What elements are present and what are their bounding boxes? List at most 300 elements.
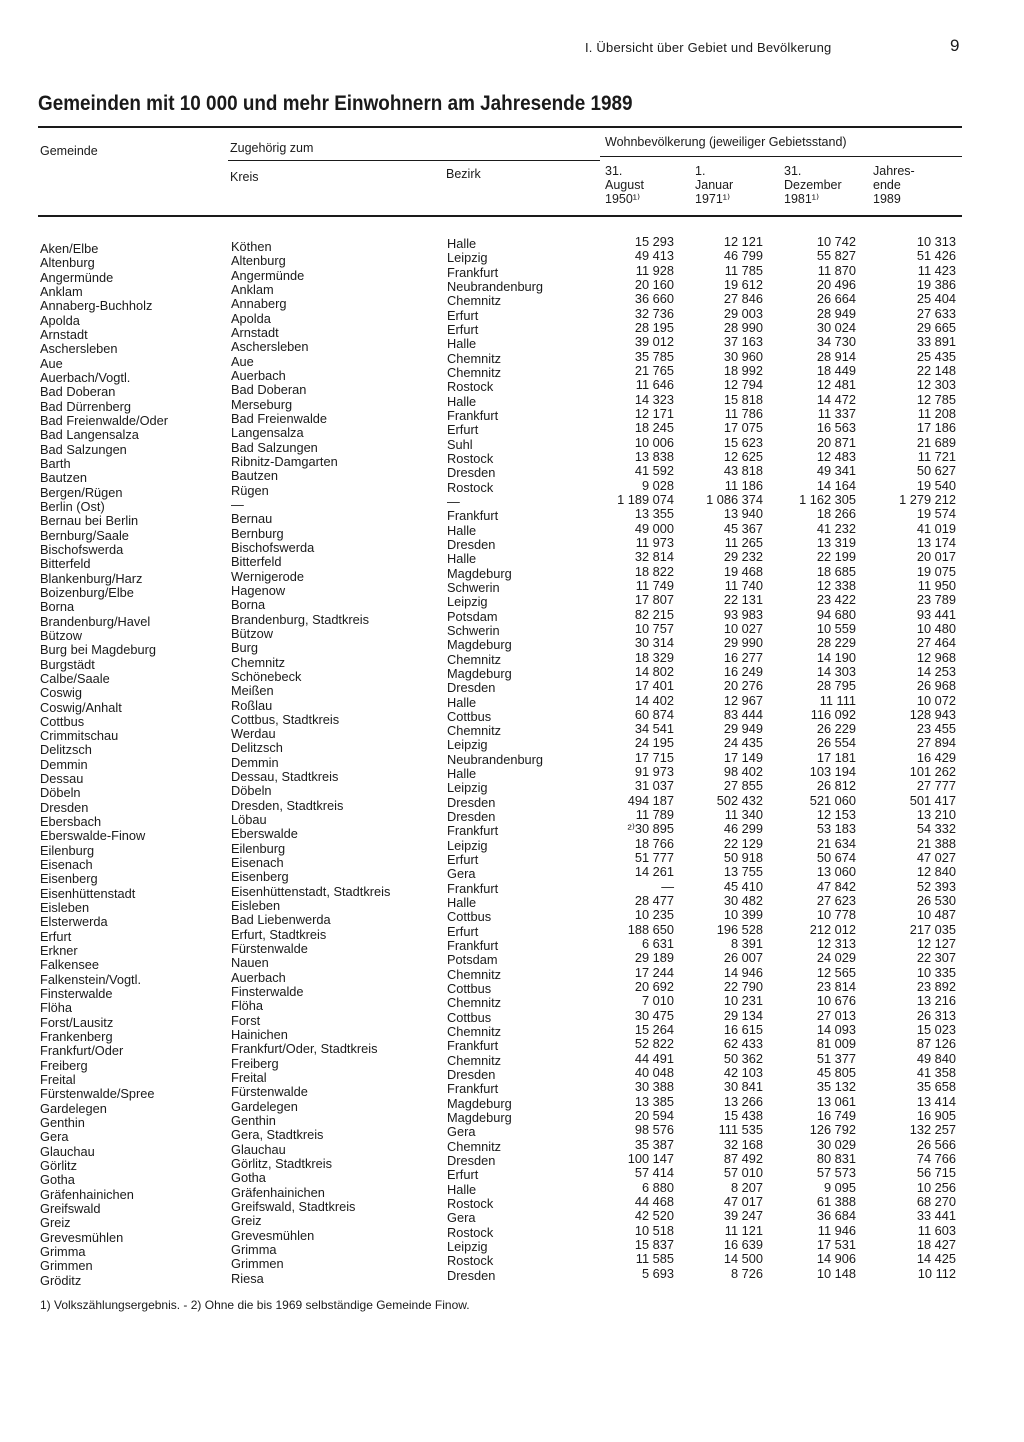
cell-1981: 1 162 305 [799,491,856,507]
cell-1981: 23 814 [816,979,856,995]
cell-1981: 116 092 [810,706,856,722]
cell-gemeinde: Freiberg [40,1057,88,1073]
cell-1989: 11 423 [917,262,956,278]
cell-1981: 13 060 [816,864,856,880]
cell-1989: 12 303 [916,377,956,393]
cell-1971: 46 299 [723,821,763,837]
cell-1989: 25 404 [916,291,956,307]
cell-kreis: Merseburg [231,396,293,412]
cell-bezirk: Halle [447,895,477,911]
cell-1989: 11 208 [917,405,956,421]
cell-bezirk: Magdeburg [447,665,512,681]
cell-1989: 19 540 [916,477,956,493]
cell-bezirk: Erfurt [447,321,479,337]
cell-gemeinde: Boizenburg/Elbe [40,584,134,600]
cell-1950: 30 314 [634,635,674,651]
cell-1989: 26 530 [916,893,956,909]
cell-bezirk: Dresden [447,809,496,825]
cell-1971: 11 121 [724,1222,763,1238]
cell-bezirk: Erfurt [447,422,479,438]
cell-kreis: Fürstenwalde [231,941,308,957]
cell-1981: 13 319 [816,534,856,550]
cell-1950: 10 757 [634,620,674,636]
cell-1950: 13 838 [634,448,674,464]
cell-1950: 32 736 [634,305,674,321]
cell-1989: 13 174 [916,534,956,550]
cell-1981: 47 842 [816,878,856,894]
cell-1989: 132 257 [909,1122,956,1138]
cell-1981: 17 531 [816,1236,856,1252]
cell-bezirk: — [447,493,460,509]
header-col-1950-line: 1950¹⁾ [605,192,641,206]
cell-1950: 28 195 [634,319,674,335]
cell-bezirk: Dresden [447,465,496,481]
cell-1950: 10 235 [634,907,674,923]
cell-1950: 18 822 [634,563,674,579]
cell-1981: 10 742 [816,234,856,249]
cell-1950: 11 585 [635,1251,674,1267]
cell-1981: 10 676 [816,993,856,1009]
cell-1989: 10 256 [916,1179,956,1195]
cell-kreis: Hagenow [231,582,286,598]
cell-1989: 35 658 [916,1079,956,1095]
cell-bezirk: Frankfurt [447,1081,499,1097]
cell-kreis: Görlitz, Stadtkreis [231,1156,332,1171]
cell-1950: 14 402 [634,692,674,708]
cell-bezirk: Magdeburg [447,1110,512,1126]
cell-1971: 12 121 [723,234,763,249]
cell-1989: 12 127 [916,936,956,952]
cell-bezirk: Halle [447,236,477,251]
cell-gemeinde: Gotha [40,1172,75,1188]
cell-1950: 15 293 [634,234,674,249]
header-col-1981-line: 31. [784,164,802,178]
cell-kreis: Genthin [231,1113,276,1129]
cell-gemeinde: Grimma [40,1243,86,1259]
cell-bezirk: Neubrandenburg [447,278,544,294]
cell-bezirk: Chemnitz [447,966,502,982]
cell-kreis: Grevesmühlen [231,1227,315,1243]
cell-1971: 16 639 [723,1236,763,1252]
cell-bezirk: Leipzig [447,594,488,610]
cell-1950: 11 928 [635,262,674,278]
cell-1981: 14 906 [816,1251,856,1267]
cell-1950: 29 189 [634,950,674,966]
cell-1950: 91 973 [634,764,674,780]
cell-1989: 16 429 [916,749,956,765]
cell-1971: 10 027 [723,620,763,636]
cell-1971: 24 435 [723,735,763,751]
cell-kreis: Eisenach [231,855,284,871]
cell-1989: 14 253 [916,663,956,679]
page-title: Gemeinden mit 10 000 und mehr Einwohnern am Jahresende 1989 [38,92,633,115]
cell-1989: 10 112 [917,1265,956,1281]
cell-1989: 29 665 [916,319,956,335]
cell-1989: 19 574 [916,506,956,522]
cell-gemeinde: Gröditz [40,1272,82,1288]
cell-1981: 212 012 [809,921,856,937]
cell-1981: 81 009 [816,1036,856,1052]
cell-1981: 26 554 [816,735,856,751]
cell-1950: 17 715 [634,749,674,765]
cell-1950: 11 749 [635,577,674,593]
cell-gemeinde: Calbe/Saale [40,670,110,686]
cell-kreis: Auerbach [231,969,286,985]
cell-1950: 14 261 [634,864,674,880]
cell-bezirk: Neubrandenburg [447,751,544,767]
cell-bezirk: Frankfurt [447,264,499,280]
cell-1981: 50 674 [816,850,856,866]
cell-bezirk: Frankfurt [447,823,499,839]
cell-1981: 94 680 [816,606,856,622]
cell-1971: 11 340 [724,807,763,823]
cell-1971: 93 983 [723,606,763,622]
cell-1989: 27 777 [916,778,956,794]
cell-gemeinde: Annaberg-Buchholz [40,298,153,314]
cell-gemeinde: Arnstadt [40,326,88,342]
cell-gemeinde: Aken/Elbe [40,241,99,256]
cell-bezirk: Magdeburg [447,565,512,581]
cell-gemeinde: Freital [40,1072,76,1088]
cell-gemeinde: Döbeln [40,785,81,801]
header-rule-wohnbev [600,156,962,157]
cell-1971: 29 949 [723,721,763,737]
cell-1950: 12 171 [634,405,674,421]
cell-1971: 17 075 [723,420,763,436]
cell-gemeinde: Cottbus [40,713,85,729]
cell-gemeinde: Ebersbach [40,814,102,830]
cell-1989: 19 386 [916,276,956,292]
cell-1989: 22 307 [916,950,956,966]
cell-1981: 20 871 [816,434,856,450]
cell-kreis: Greifswald, Stadtkreis [231,1198,356,1214]
cell-1989: 21 689 [916,434,956,450]
cell-gemeinde: Coswig/Anhalt [40,699,122,715]
cell-1950: 49 000 [634,520,674,536]
cell-kreis: Finsterwalde [231,984,304,1000]
cell-1971: 18 992 [723,362,763,378]
cell-kreis: Angermünde [231,267,305,283]
cell-bezirk: Frankfurt [447,938,499,954]
cell-1989: 11 603 [917,1222,956,1238]
cell-gemeinde: Barth [40,455,71,471]
cell-1981: 17 181 [816,749,856,765]
cell-bezirk: Erfurt [447,852,479,868]
cell-1981: 18 685 [816,563,856,579]
cell-1971: 62 433 [723,1036,763,1052]
cell-kreis: Aue [231,353,254,369]
cell-1981: 80 831 [816,1151,856,1166]
cell-1971: 50 362 [723,1050,763,1066]
cell-1971: 83 444 [723,706,763,722]
cell-bezirk: Dresden [447,1153,496,1168]
cell-1989: 12 785 [916,391,956,407]
cell-bezirk: Halle [447,393,477,409]
cell-kreis: Meißen [231,683,274,699]
cell-1950: 5 693 [641,1265,674,1281]
cell-1981: 24 029 [816,950,856,966]
cell-kreis: Wernigerode [231,568,305,584]
cell-1950: 1 189 074 [617,491,674,507]
cell-1950: 13 355 [634,506,674,522]
cell-bezirk: Leipzig [447,780,488,796]
cell-1971: 29 003 [723,305,763,321]
cell-1950: 15 837 [634,1236,674,1252]
cell-1950: 60 874 [634,706,674,722]
cell-gemeinde: Fürstenwalde/Spree [40,1086,155,1102]
cell-kreis: Gräfenhainichen [231,1184,325,1200]
cell-bezirk: Frankfurt [447,880,499,896]
cell-gemeinde: Apolda [40,312,80,328]
cell-1971: 27 846 [723,291,763,307]
cell-kreis: Fürstenwalde [231,1084,308,1100]
column-kreis [231,240,441,1286]
cell-1950: 11 789 [635,807,674,823]
cell-1989: 10 487 [916,907,956,923]
cell-kreis: Gotha [231,1170,266,1186]
cell-kreis: Demmin [231,754,279,770]
cell-bezirk: Erfurt [447,923,479,939]
cell-1989: 50 627 [916,463,956,479]
cell-1989: 11 950 [917,577,956,593]
cell-1971: 29 232 [723,549,763,565]
cell-1989: 14 425 [916,1251,956,1267]
cell-1950: 9 028 [641,477,674,493]
cell-1971: 8 726 [730,1265,763,1281]
header-kreis: Kreis [230,170,259,184]
cell-kreis: Flöha [231,998,264,1014]
cell-1950: 30 388 [634,1079,674,1095]
cell-bezirk: Rostock [447,1224,494,1240]
cell-1971: 46 799 [723,248,763,264]
cell-1950: 32 814 [634,549,674,565]
cell-kreis: Roßlau [231,697,273,713]
cell-1950: 20 692 [634,979,674,995]
cell-1950: 14 802 [634,663,674,679]
cell-1971: 11 265 [724,534,763,550]
cell-kreis: Altenburg [231,253,286,269]
cell-1989: 22 148 [916,362,956,378]
header-col-1971-line: 1. [695,164,706,178]
cell-bezirk: Cottbus [447,909,492,925]
cell-1971: 111 535 [718,1122,763,1138]
cell-1971: 8 391 [730,936,763,952]
header-col-1950-line: August [605,178,644,192]
column-1950 [600,235,674,1281]
cell-1981: 35 132 [816,1079,856,1095]
footnote: 1) Volkszählungsergebnis. - 2) Ohne die bis 1969 selbständige Gemeinde Finow. [40,1298,470,1312]
cell-1950: 28 477 [634,893,674,909]
cell-1971: 13 755 [723,864,763,880]
cell-1950: 36 660 [634,291,674,307]
cell-1950: 35 387 [634,1136,674,1152]
cell-1950: — [661,878,674,894]
cell-1989: 87 126 [916,1036,956,1052]
cell-bezirk: Halle [447,522,477,538]
cell-gemeinde: Bischofswerda [40,541,124,557]
cell-1950: 34 541 [634,721,674,737]
cell-bezirk: Cottbus [447,1009,492,1025]
cell-1981: 28 229 [816,635,856,651]
cell-1950: 44 491 [634,1050,674,1066]
cell-gemeinde: Bautzen [40,470,87,486]
cell-1971: 43 818 [723,463,763,479]
cell-1989: 41 358 [916,1065,956,1081]
cell-1971: 50 918 [723,850,763,866]
cell-bezirk: Cottbus [447,981,492,997]
cell-1981: 26 229 [816,721,856,737]
cell-gemeinde: Görlitz [40,1158,77,1173]
cell-kreis: Nauen [231,955,269,971]
header-rule-kreis [228,160,600,161]
cell-gemeinde: Eberswalde-Finow [40,828,146,844]
cell-kreis: Bad Doberan [231,382,307,398]
cell-kreis: Eisleben [231,898,281,914]
cell-1981: 28 795 [816,678,856,694]
cell-kreis: Chemnitz [231,654,286,670]
cell-1971: 14 500 [723,1251,763,1267]
cell-1989: 52 393 [916,878,956,894]
cell-bezirk: Suhl [447,436,473,452]
cell-1989: 27 894 [916,735,956,751]
header-col-1989 [873,164,915,206]
cell-1981: 126 792 [809,1122,856,1138]
cell-1971: 32 168 [723,1136,763,1152]
cell-1989: 217 035 [909,921,956,937]
cell-1989: 13 414 [916,1093,956,1109]
cell-bezirk: Schwerin [447,622,500,638]
cell-1971: 28 990 [723,319,763,335]
cell-bezirk: Rostock [447,379,494,395]
cell-1981: 21 634 [816,835,856,851]
cell-gemeinde: Gräfenhainichen [40,1186,134,1202]
cell-gemeinde: Angermünde [40,269,114,285]
cell-1971: 12 794 [723,377,763,393]
cell-gemeinde: Gardelegen [40,1100,107,1116]
cell-1971: 15 818 [723,391,763,407]
cell-1950: 15 264 [634,1022,674,1038]
cell-kreis: Bautzen [231,468,278,484]
cell-1981: 12 565 [816,964,856,980]
cell-kreis: Langensalza [231,425,304,441]
cell-1989: 68 270 [916,1193,956,1209]
cell-kreis: — [231,496,244,512]
cell-bezirk: Dresden [447,680,496,696]
cell-gemeinde: Bad Langensalza [40,427,139,443]
cell-1950: 57 414 [634,1165,674,1181]
header-col-1989-line: 1989 [873,192,901,206]
cell-bezirk: Chemnitz [447,1138,502,1154]
cell-bezirk: Rostock [447,450,494,466]
cell-bezirk: Magdeburg [447,1095,512,1111]
cell-1971: 42 103 [723,1065,763,1081]
cell-gemeinde: Genthin [40,1115,85,1131]
cell-gemeinde: Greifswald [40,1200,101,1216]
cell-bezirk: Halle [447,766,477,782]
cell-gemeinde: Erfurt [40,928,72,944]
cell-1989: 93 441 [916,606,956,622]
cell-1989: 49 840 [916,1050,956,1066]
cell-kreis: Greiz [231,1213,262,1229]
cell-1981: 61 388 [816,1193,856,1209]
cell-1950: 6 631 [641,936,674,952]
title-rule [38,126,962,128]
cell-kreis: Bad Liebenwerda [231,912,331,928]
cell-kreis: Dessau, Stadtkreis [231,769,339,785]
cell-1971: 16 615 [723,1022,763,1038]
cell-gemeinde: Forst/Lausitz [40,1014,114,1030]
cell-1950: 100 147 [627,1151,674,1166]
cell-1971: 19 612 [723,276,763,292]
cell-kreis: Gera, Stadtkreis [231,1127,324,1143]
cell-kreis: Riesa [231,1270,264,1286]
cell-1989: 12 968 [916,649,956,665]
header-col-1989-line: ende [873,178,901,192]
cell-bezirk: Chemnitz [447,350,502,366]
cell-1981: 14 190 [816,649,856,665]
cell-gemeinde: Gera [40,1129,69,1145]
cell-1950: 188 650 [627,921,674,937]
cell-gemeinde: Flöha [40,1000,73,1016]
cell-1950: 30 475 [634,1007,674,1023]
cell-gemeinde: Altenburg [40,255,95,271]
cell-1950: 10 518 [634,1222,674,1238]
cell-1989: 10 335 [916,964,956,980]
cell-kreis: Köthen [231,239,272,254]
cell-1950: 98 576 [634,1122,674,1138]
cell-bezirk: Chemnitz [447,723,502,739]
cell-gemeinde: Grevesmühlen [40,1229,124,1245]
cell-1971: 22 129 [723,835,763,851]
cell-1971: 29 134 [723,1007,763,1023]
cell-gemeinde: Dresden [40,799,89,815]
cell-kreis: Auerbach [231,367,286,383]
cell-1981: 27 623 [816,893,856,909]
cell-1981: 12 483 [816,448,856,464]
cell-1971: 10 231 [723,993,763,1009]
cell-1971: 10 399 [723,907,763,923]
cell-1950: 17 244 [634,964,674,980]
cell-gemeinde: Eilenburg [40,842,95,858]
cell-1981: 45 805 [816,1065,856,1081]
cell-kreis: Rügen [231,482,269,498]
column-1971 [680,235,763,1281]
cell-bezirk: Rostock [447,1253,494,1269]
cell-kreis: Hainichen [231,1027,288,1043]
cell-1971: 16 277 [723,649,763,665]
cell-bezirk: Erfurt [447,307,479,323]
cell-kreis: Bernau [231,511,273,527]
cell-gemeinde: Falkenstein/Vogtl. [40,971,142,987]
cell-kreis: Schönebeck [231,668,302,684]
cell-kreis: Glauchau [231,1141,286,1157]
cell-1989: 41 019 [916,520,956,536]
cell-kreis: Cottbus, Stadtkreis [231,711,340,727]
cell-1950: 20 160 [634,276,674,292]
cell-1981: 521 060 [809,792,856,808]
header-wohnbevoelkerung: Wohnbevölkerung (jeweiliger Gebietsstand) [605,135,847,149]
cell-kreis: Annaberg [231,296,287,312]
cell-gemeinde: Frankfurt/Oder [40,1043,124,1059]
cell-bezirk: Halle [447,1181,477,1197]
cell-1989: 33 891 [916,334,956,350]
cell-1950: 18 329 [634,649,674,665]
cell-kreis: Eisenhüttenstadt, Stadtkreis [231,883,391,899]
cell-1971: 11 786 [724,405,763,421]
cell-bezirk: Dresden [447,1267,496,1283]
cell-1971: 16 249 [723,663,763,679]
cell-1981: 13 061 [816,1093,856,1109]
